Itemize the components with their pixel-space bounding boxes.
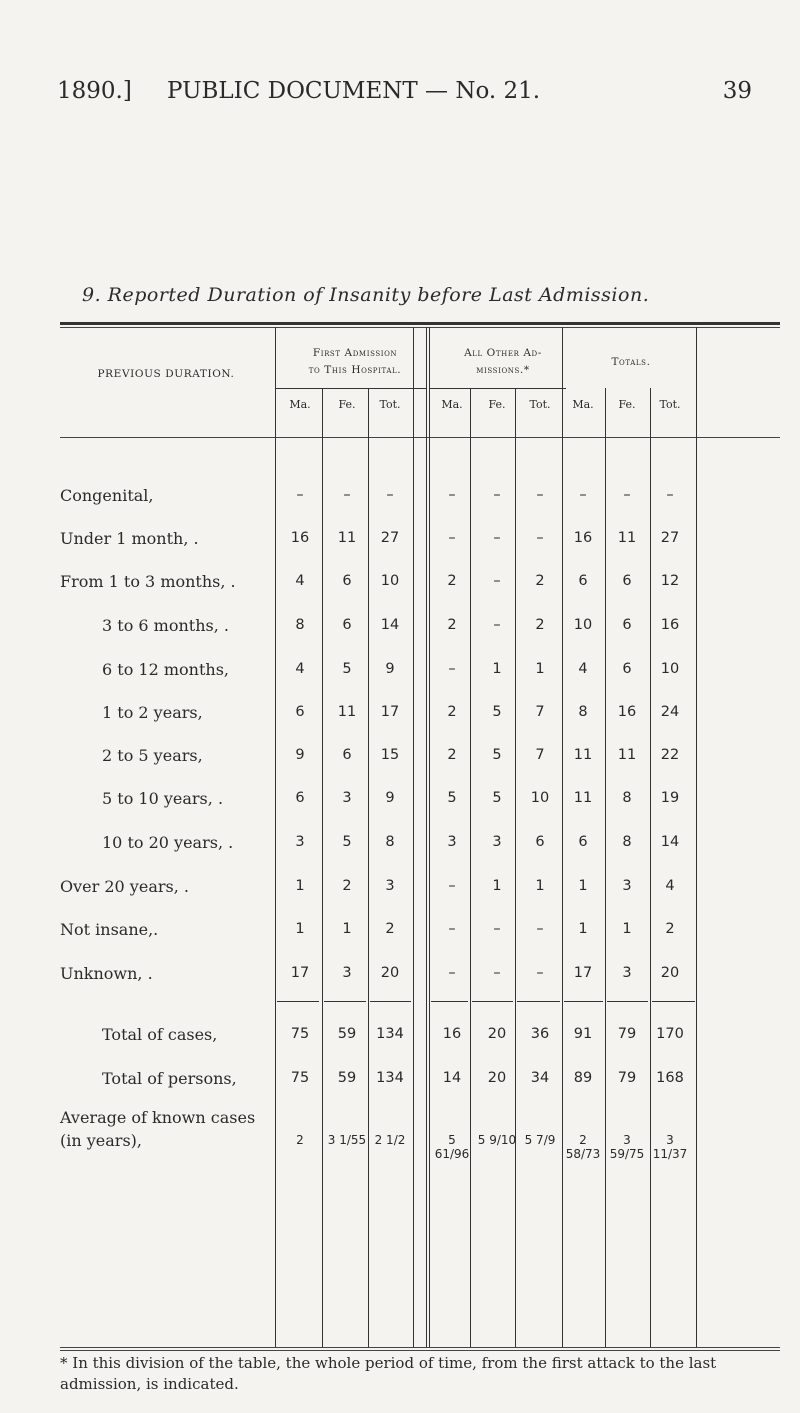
table-cell: 4 xyxy=(578,661,588,677)
table-cell: 1 xyxy=(295,921,305,937)
table-cell: 4 xyxy=(295,573,305,589)
average-label-line1: Average of known cases xyxy=(60,1108,256,1127)
subheader-fe: Fe. xyxy=(488,398,506,411)
average-cell: 3 11/37 xyxy=(652,1133,688,1161)
table-cell: 17 xyxy=(573,965,593,981)
table-cell: 16 xyxy=(660,617,680,633)
table-cell: 20 xyxy=(380,965,400,981)
table-cell: – xyxy=(448,965,456,981)
table-cell: 11 xyxy=(617,530,637,546)
total-rule xyxy=(517,1001,560,1002)
column-rule xyxy=(275,327,276,1347)
row-label: 5 to 10 years, . xyxy=(102,789,224,808)
table-cell: 9 xyxy=(385,790,395,806)
table-cell: 5 xyxy=(447,790,457,806)
footnote: * In this division of the table, the whole period of time, from the first attack to the last admission, is indicated. xyxy=(60,1354,717,1393)
total-cell: 14 xyxy=(442,1070,462,1086)
table-cell: 1 xyxy=(535,878,545,894)
table-cell: – xyxy=(448,487,456,503)
table-cell: 16 xyxy=(617,704,637,720)
table-cell: 3 xyxy=(492,834,502,850)
table-cell: 11 xyxy=(617,747,637,763)
table-cell: 11 xyxy=(573,790,593,806)
table-cell: 1 xyxy=(342,921,352,937)
table-cell: 2 xyxy=(665,921,675,937)
table-cell: 10 xyxy=(573,617,593,633)
table-cell: 17 xyxy=(380,704,400,720)
total-cell: 34 xyxy=(530,1070,550,1086)
table-cell: 16 xyxy=(290,530,310,546)
table-cell: 3 xyxy=(622,878,632,894)
table-cell: 5 xyxy=(342,834,352,850)
table-cell: 2 xyxy=(535,617,545,633)
column-rule xyxy=(368,388,369,1347)
page-header xyxy=(57,78,752,118)
average-cell: 5 7/9 xyxy=(524,1133,556,1147)
average-cell: 2 58/73 xyxy=(565,1133,601,1161)
table-cell: – xyxy=(536,530,544,546)
column-rule xyxy=(322,388,323,1347)
total-cell: 20 xyxy=(487,1070,507,1086)
group-header-totals: Totals. xyxy=(611,356,651,368)
table-cell: 1 xyxy=(578,921,588,937)
total-row-label: Total of persons, xyxy=(102,1069,237,1088)
row-label: 6 to 12 months, xyxy=(102,660,229,679)
table-cell: – xyxy=(666,487,674,503)
header-year: 1890.] xyxy=(57,78,132,104)
table-cell: 8 xyxy=(622,790,632,806)
total-cell: 134 xyxy=(376,1070,404,1086)
total-cell: 16 xyxy=(442,1026,462,1042)
top-rule xyxy=(60,322,780,325)
table-cell: – xyxy=(536,965,544,981)
total-rule xyxy=(324,1001,366,1002)
total-rule xyxy=(472,1001,513,1002)
table-cell: – xyxy=(448,921,456,937)
table-cell: 10 xyxy=(530,790,550,806)
table-cell: 2 xyxy=(535,573,545,589)
table-cell: 3 xyxy=(295,834,305,850)
table-cell: 27 xyxy=(660,530,680,546)
table-cell: 8 xyxy=(295,617,305,633)
row-label: 1 to 2 years, xyxy=(102,703,203,722)
table-cell: 6 xyxy=(535,834,545,850)
table-cell: – xyxy=(493,965,501,981)
table-cell: 2 xyxy=(447,617,457,633)
table-cell: 4 xyxy=(665,878,675,894)
total-rule xyxy=(431,1001,468,1002)
average-cell: 5 61/96 xyxy=(434,1133,470,1161)
subheader-ma: Ma. xyxy=(289,398,311,411)
row-label: Not insane,. xyxy=(60,920,159,939)
table-cell: 5 xyxy=(492,704,502,720)
table-cell: 6 xyxy=(342,573,352,589)
table-cell: 1 xyxy=(492,661,502,677)
group-header-first: First Admission to This Hospital. xyxy=(308,347,402,376)
subhdr-rule-1 xyxy=(276,388,426,389)
table-cell: – xyxy=(448,530,456,546)
table-cell: 6 xyxy=(295,704,305,720)
total-cell: 36 xyxy=(530,1026,550,1042)
average-cell: 5 9/10 xyxy=(477,1133,517,1147)
total-rule xyxy=(277,1001,319,1002)
column-rule xyxy=(413,327,414,1347)
table-cell: – xyxy=(623,487,631,503)
table-cell: – xyxy=(536,921,544,937)
table-cell: 11 xyxy=(337,704,357,720)
subheader-fe: Fe. xyxy=(618,398,636,411)
table-cell: 3 xyxy=(342,965,352,981)
total-cell: 79 xyxy=(617,1070,637,1086)
subheader-ma: Ma. xyxy=(572,398,594,411)
table-cell: 8 xyxy=(578,704,588,720)
total-rule xyxy=(607,1001,648,1002)
table-cell: 22 xyxy=(660,747,680,763)
table-cell: – xyxy=(493,487,501,503)
table-cell: 2 xyxy=(385,921,395,937)
row-label: Under 1 month, . xyxy=(60,529,199,548)
table-cell: 11 xyxy=(573,747,593,763)
total-rule xyxy=(564,1001,603,1002)
row-label: From 1 to 3 months, . xyxy=(60,572,236,591)
table-cell: 3 xyxy=(342,790,352,806)
table-cell: – xyxy=(448,661,456,677)
average-cell: 2 1/2 xyxy=(374,1133,406,1147)
table-cell: 14 xyxy=(380,617,400,633)
total-cell: 59 xyxy=(337,1026,357,1042)
top-rule-thin xyxy=(60,327,780,328)
row-label: 2 to 5 years, xyxy=(102,746,203,765)
table-cell: 12 xyxy=(660,573,680,589)
table-cell: 3 xyxy=(447,834,457,850)
column-rule xyxy=(429,327,430,1347)
total-cell: 20 xyxy=(487,1026,507,1042)
table-cell: – xyxy=(536,487,544,503)
subheader-tot: Tot. xyxy=(379,398,401,411)
table-cell: – xyxy=(493,573,501,589)
table-cell: 6 xyxy=(578,573,588,589)
table-cell: 3 xyxy=(622,965,632,981)
bottom-rule-2 xyxy=(60,1347,780,1348)
row-label: Congenital, xyxy=(60,486,154,505)
table-cell: 6 xyxy=(622,573,632,589)
table-cell: 2 xyxy=(447,704,457,720)
table-cell: 7 xyxy=(535,747,545,763)
table-cell: – xyxy=(493,921,501,937)
bottom-rule xyxy=(60,1350,780,1351)
table-cell: – xyxy=(493,530,501,546)
table-cell: 6 xyxy=(342,617,352,633)
header-title: PUBLIC DOCUMENT — No. 21. xyxy=(167,78,541,104)
table-cell: 10 xyxy=(660,661,680,677)
row-label: Unknown, . xyxy=(60,964,153,983)
table-cell: 8 xyxy=(385,834,395,850)
table-cell: 4 xyxy=(295,661,305,677)
average-cell: 3 1/55 xyxy=(327,1133,367,1147)
total-cell: 59 xyxy=(337,1070,357,1086)
header-bottom-rule xyxy=(60,437,780,438)
total-rule xyxy=(370,1001,411,1002)
row-header-label: PREVIOUS DURATION. xyxy=(97,368,235,380)
total-cell: 75 xyxy=(290,1070,310,1086)
column-rule xyxy=(696,327,697,1347)
total-cell: 170 xyxy=(656,1026,684,1042)
table-cell: 5 xyxy=(342,661,352,677)
page-number: 39 xyxy=(722,78,752,104)
subheader-tot: Tot. xyxy=(659,398,681,411)
column-rule xyxy=(605,388,606,1347)
table-cell: 17 xyxy=(290,965,310,981)
total-cell: 75 xyxy=(290,1026,310,1042)
table-cell: 1 xyxy=(578,878,588,894)
subheader-ma: Ma. xyxy=(441,398,463,411)
table-cell: 2 xyxy=(342,878,352,894)
table-cell: 2 xyxy=(447,573,457,589)
table-cell: 1 xyxy=(622,921,632,937)
table-cell: 1 xyxy=(295,878,305,894)
table-cell: 10 xyxy=(380,573,400,589)
table-cell: – xyxy=(448,878,456,894)
table-cell: 14 xyxy=(660,834,680,850)
group-header-other: All Other Ad- missions.* xyxy=(464,347,542,376)
table-cell: 1 xyxy=(492,878,502,894)
column-rule xyxy=(426,327,427,1347)
total-rule xyxy=(652,1001,695,1002)
total-cell: 79 xyxy=(617,1026,637,1042)
row-label: 10 to 20 years, . xyxy=(102,833,234,852)
table-cell: 6 xyxy=(622,661,632,677)
average-label-line2: (in years), xyxy=(60,1131,142,1150)
table-cell: 20 xyxy=(660,965,680,981)
table-cell: – xyxy=(386,487,394,503)
average-cell: 3 59/75 xyxy=(609,1133,645,1161)
table-cell: 24 xyxy=(660,704,680,720)
row-label: Over 20 years, . xyxy=(60,877,189,896)
subhdr-rule-2 xyxy=(429,388,566,389)
table-cell: – xyxy=(579,487,587,503)
table-cell: 6 xyxy=(622,617,632,633)
table-cell: 9 xyxy=(385,661,395,677)
average-cell: 2 xyxy=(296,1133,304,1147)
subheader-tot: Tot. xyxy=(529,398,551,411)
total-cell: 89 xyxy=(573,1070,593,1086)
table-cell: 5 xyxy=(492,747,502,763)
table-cell: 5 xyxy=(492,790,502,806)
total-cell: 91 xyxy=(573,1026,593,1042)
table-cell: 15 xyxy=(380,747,400,763)
table-cell: 3 xyxy=(385,878,395,894)
table-cell: 6 xyxy=(295,790,305,806)
table-cell: 6 xyxy=(342,747,352,763)
table-cell: 16 xyxy=(573,530,593,546)
table-cell: 27 xyxy=(380,530,400,546)
table-cell: – xyxy=(296,487,304,503)
table-title: 9. Reported Duration of Insanity before Last Admission. xyxy=(82,284,650,306)
table-cell: 19 xyxy=(660,790,680,806)
table-cell: 9 xyxy=(295,747,305,763)
table-cell: 11 xyxy=(337,530,357,546)
total-row-label: Total of cases, xyxy=(102,1025,218,1044)
table-cell: 8 xyxy=(622,834,632,850)
table-cell: 2 xyxy=(447,747,457,763)
table-cell: – xyxy=(343,487,351,503)
table-cell: 1 xyxy=(535,661,545,677)
subheader-fe: Fe. xyxy=(338,398,356,411)
table-cell: – xyxy=(493,617,501,633)
total-cell: 134 xyxy=(376,1026,404,1042)
row-label: 3 to 6 months, . xyxy=(102,616,229,635)
total-cell: 168 xyxy=(656,1070,684,1086)
table-cell: 6 xyxy=(578,834,588,850)
table-cell: 7 xyxy=(535,704,545,720)
